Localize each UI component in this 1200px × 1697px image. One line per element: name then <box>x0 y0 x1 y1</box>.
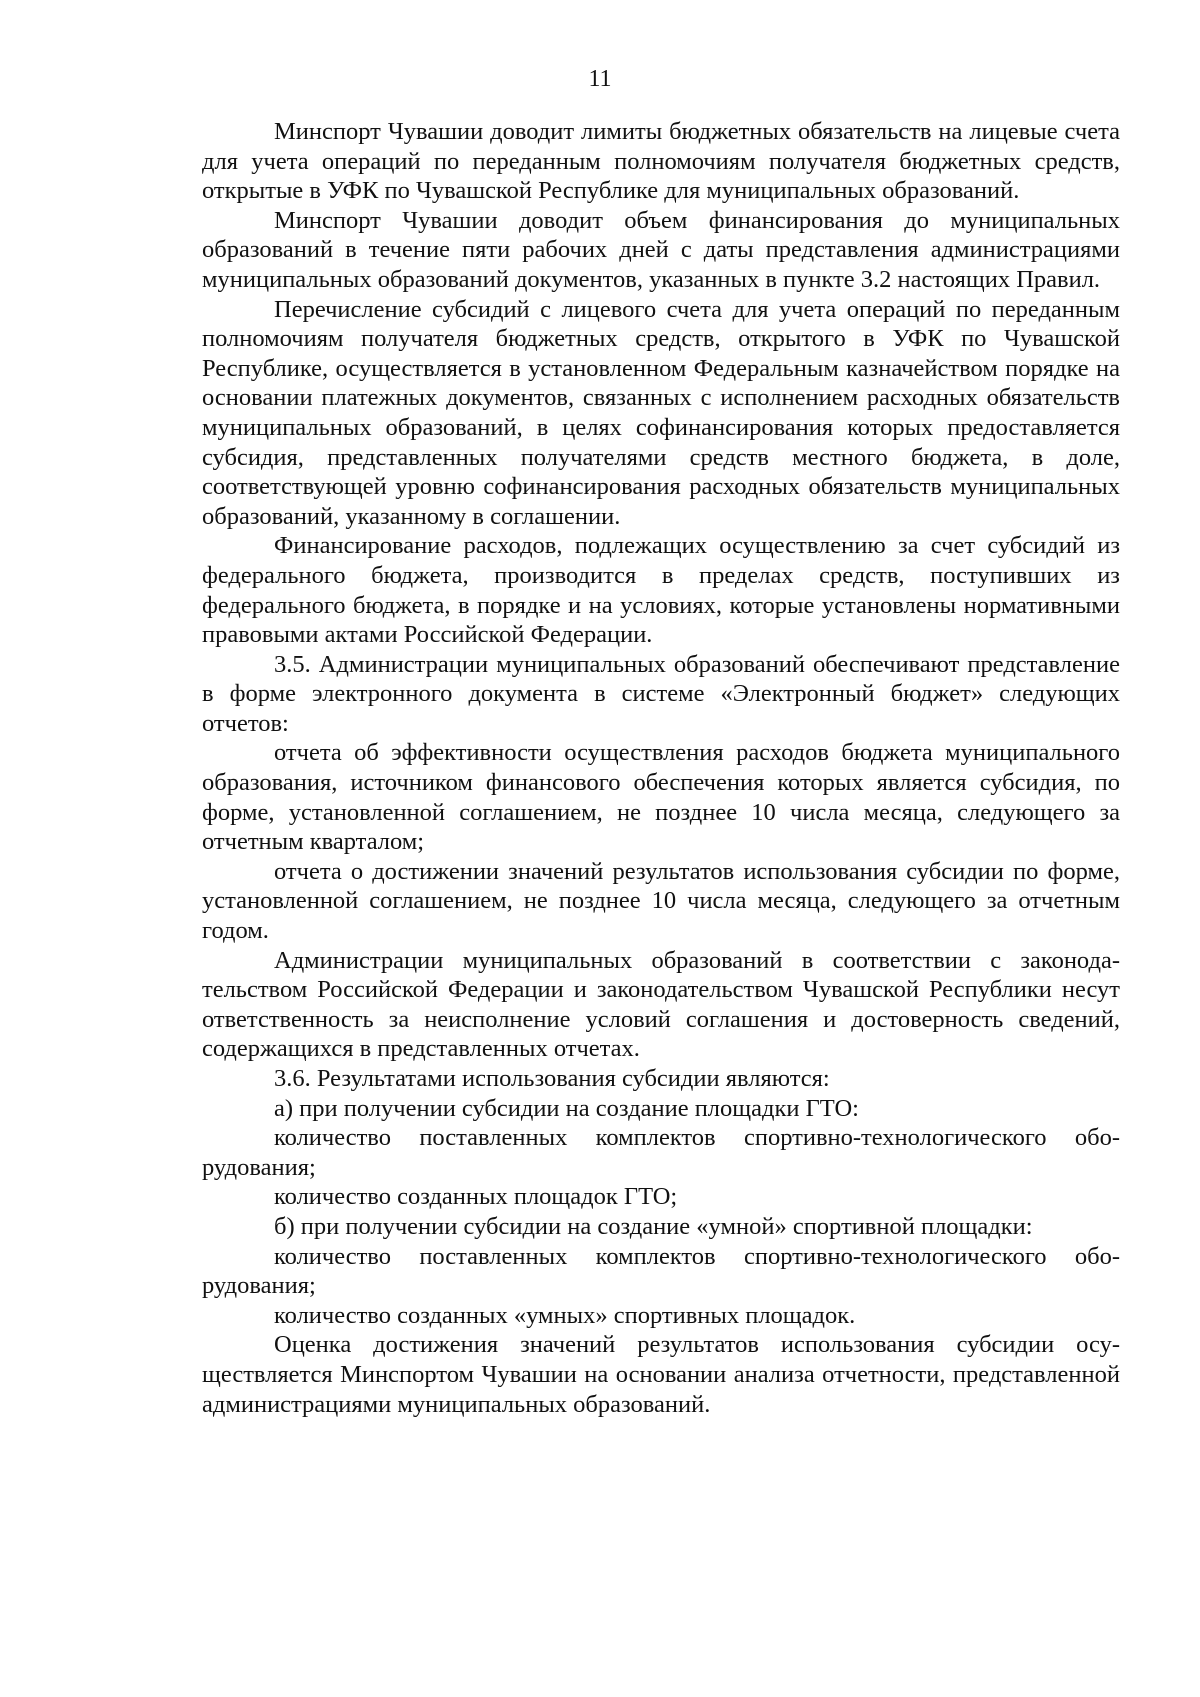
paragraph-subsidy-transfer: Перечисление субсидий с лицевого счета для учета операций по переданным полномочиям получателя бюджетных средств, открытого в УФК по Чувашской Республике, осуществляется в установленном Федеральным казначейством порядке на основании платежных документов, связанных с исполнением расходных обязательств муниципальных образований, в целях софинансирования которых предоставляется субсидия, представленных получателями средств местного бюджета, в доле, соответствующей уровню софинансирования расходных обязательств муниципальных образований, указанному в соглашении. <box>202 295 1120 530</box>
paragraph-section-3-5: 3.5. Администрации муниципальных образований обеспечивают представление в форме электронного документа в системе «Электронный бюджет» следующих отчетов: <box>202 650 1120 737</box>
paragraph-section-3-6: 3.6. Результатами использования субсидии являются: <box>274 1065 830 1092</box>
paragraph-efficiency-report: отчета об эффективности осуществления расходов бюджета муниципального образования, источником финансового обеспечения которых является субсидия, по форме, установленной соглашением, не позднее 10 числа месяца, следующего за отчетным кварталом; <box>202 739 1120 856</box>
paragraph-item-b-equipment: количество поставленных комплектов спортивно-технологического оборудования; <box>202 1242 1120 1300</box>
paragraph-item-a: а) при получении субсидии на создание площадки ГТО: <box>274 1094 859 1122</box>
paragraph-responsibility: Администрации муниципальных образований в соответствии с законодательством Российской Федерации и законодательством Чувашской Республики несут ответственность за неисполнение условий соглашения и достоверность сведений, содержащихся в представленных отчетах. <box>202 946 1120 1063</box>
paragraph-item-b: б) при получении субсидии на создание «умной» спортивной площадки: <box>274 1212 1033 1240</box>
paragraph-item-b-sites: количество созданных «умных» спортивных площадок. <box>274 1301 856 1329</box>
paragraph-results-report: отчета о достижении значений результатов использования субсидии по форме, установленной соглашением, не позднее 10 числа месяца, следующего за отчетным годом. <box>202 857 1120 945</box>
paragraph-assessment: Оценка достижения значений результатов использования субсидии осуществляется Минспортом Чувашии на основании анализа отчетности, представленной администрациями муниципальных образований. <box>202 1331 1120 1418</box>
page-number: 11 <box>588 66 612 92</box>
paragraph-item-a-sites: количество созданных площадок ГТО; <box>274 1183 678 1211</box>
paragraph-item-a-equipment: количество поставленных комплектов спортивно-технологического оборудования; <box>202 1124 1120 1181</box>
paragraph-limits: Минспорт Чувашии доводит лимиты бюджетных обязательств на лицевые счета для учета операций по переданным полномочиям получателя бюджетных средств, открытые в УФК по Чувашской Республике для муниципальных образований. <box>202 118 1120 205</box>
paragraph-federal-financing: Финансирование расходов, подлежащих осуществлению за счет субсидий из федерального бюджета, производится в пределах средств, поступивших из федерального бюджета, в порядке и на условиях, которые установлены нормативными правовыми актами Российской Федерации. <box>202 532 1120 649</box>
document-body <box>202 117 1120 1419</box>
paragraph-financing-volume: Минспорт Чувашии доводит объем финансирования до муниципальных образований в течение пяти рабочих дней с даты представления администрациями муниципальных образований документов, указанных в пункте 3.2 настоящих Правил. <box>202 206 1120 293</box>
